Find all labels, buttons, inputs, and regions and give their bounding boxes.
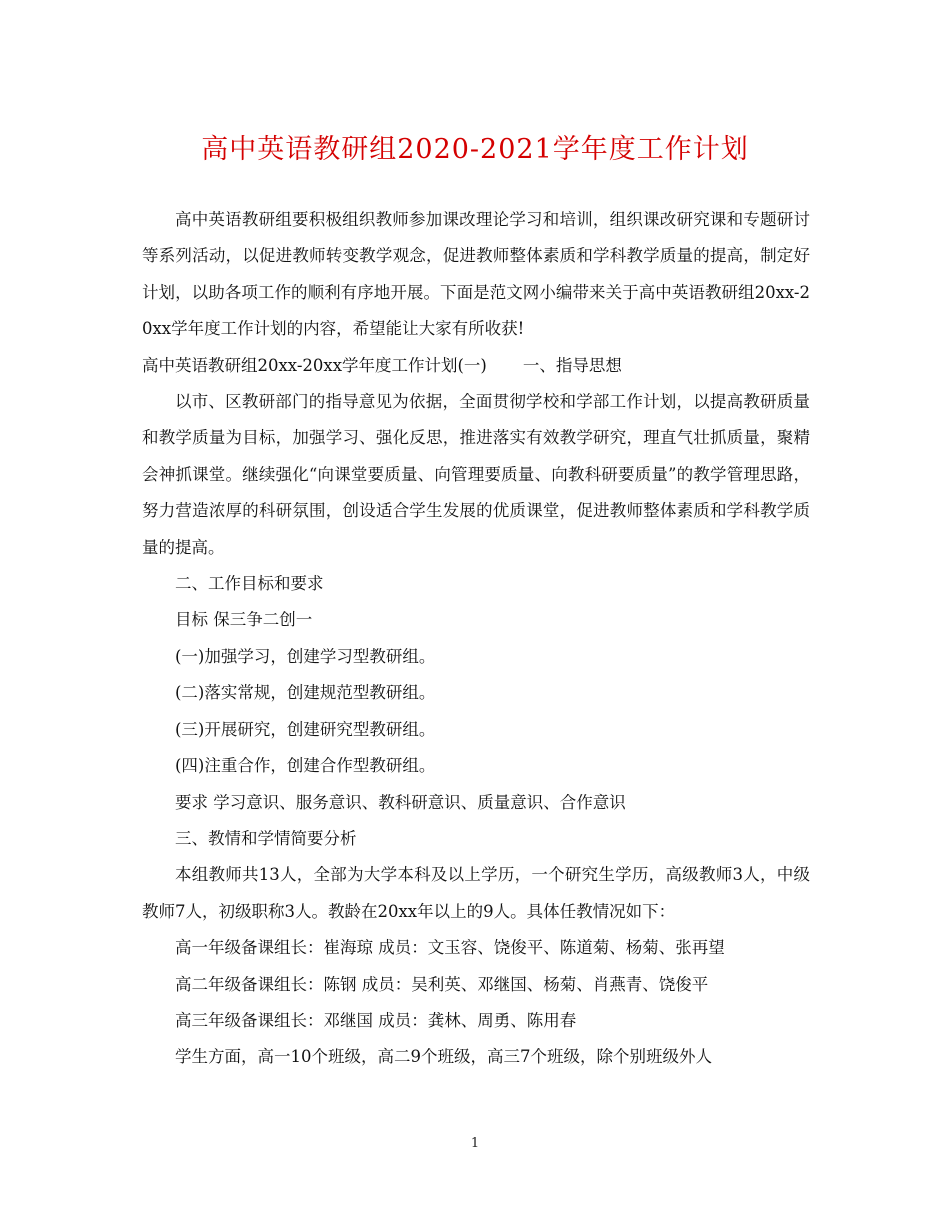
guiding-ideology-paragraph: 以市、区教研部门的指导意见为依据，全面贯彻学校和学部工作计划，以提高教研质量和教学质量为目标，加强学习、强化反思，推进落实有效教学研究，理直气壮抓质量，聚精会神抓课堂。继续强化“向课堂要质量、向管理要质量、向教科研要质量”的教学管理思路，努力营造浓厚的科研氛围，创设适合学生发展的优质课堂，促进教师整体素质和学科教学质量的提高。: [142, 392, 810, 557]
document-body: [142, 202, 810, 1076]
heading-guiding-ideology: 一、指导思想: [522, 355, 622, 375]
goal-line: 目标 保三争二创一: [175, 610, 313, 630]
section-line-plan-one: [142, 348, 810, 384]
students-paragraph: 学生方面，高一10个班级，高二9个班级，高三7个班级，除个别班级外人: [175, 1047, 712, 1067]
plan-title-text: 高中英语教研组20xx-20xx学年度工作计划(一): [142, 355, 487, 375]
heading-goals-requirements: 二、工作目标和要求: [175, 574, 324, 594]
requirements-line: 要求 学习意识、服务意识、教科研意识、质量意识、合作意识: [175, 792, 626, 812]
goal-item-4: (四)注重合作，创建合作型教研组。: [175, 756, 436, 776]
grade-one-group: 高一年级备课组长：崔海琼 成员：文玉容、饶俊平、陈道菊、杨菊、张再望: [175, 938, 725, 958]
grade-three-group: 高三年级备课组长：邓继国 成员：龚林、周勇、陈用春: [175, 1010, 577, 1030]
goal-item-1: (一)加强学习，创建学习型教研组。: [175, 646, 436, 666]
intro-paragraph: 高中英语教研组要积极组织教师参加课改理论学习和培训，组织课改研究课和专题研讨等系列活动，以促进教师转变教学观念，促进教师整体素质和学科教学质量的提高，制定好计划，以助各项工作的顺利有序地开展。下面是范文网小编带来关于高中英语教研组20xx-20xx学年度工作计划的内容，希望能让大家有所收获!: [142, 210, 810, 339]
goal-item-3: (三)开展研究，创建研究型教研组。: [175, 719, 436, 739]
page-number: 1: [470, 1136, 480, 1151]
heading-teaching-analysis: 三、教情和学情简要分析: [175, 828, 357, 848]
goal-item-2: (二)落实常规，创建规范型教研组。: [175, 683, 436, 703]
grade-two-group: 高二年级备课组长：陈钢 成员：吴利英、邓继国、杨菊、肖燕青、饶俊平: [175, 974, 709, 994]
document-title: 高中英语教研组2020-2021学年度工作计划: [201, 134, 749, 165]
teachers-paragraph: 本组教师共13人，全部为大学本科及以上学历，一个研究生学历，高级教师3人，中级教师7人，初级职称3人。教龄在20xx年以上的9人。具体任教情况如下：: [142, 865, 810, 921]
